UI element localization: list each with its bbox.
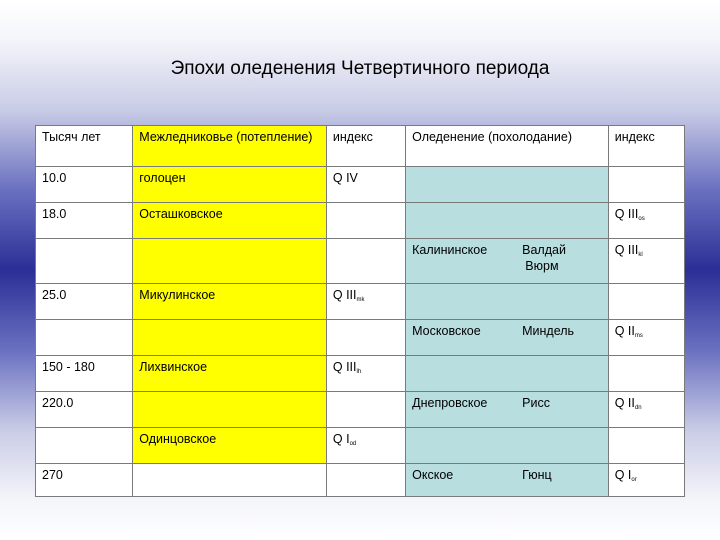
table-row bbox=[36, 203, 685, 239]
years-cell: 10.0 bbox=[36, 167, 133, 203]
index-cell bbox=[608, 167, 684, 203]
interglacial-cell bbox=[133, 239, 327, 284]
index-cell: Q $III_{lh}$ bbox=[326, 356, 405, 392]
index-cell bbox=[608, 428, 684, 464]
glaciation-alt-name: Валдай bbox=[522, 243, 566, 257]
index-cell: Q $I_{or}$ bbox=[608, 464, 684, 497]
header-years: Тысяч лет bbox=[36, 126, 133, 167]
glaciation-cell bbox=[406, 392, 609, 428]
glaciation-cell bbox=[406, 356, 609, 392]
glaciation-name: Московское bbox=[412, 324, 481, 338]
years-cell bbox=[36, 239, 133, 284]
years-cell bbox=[36, 320, 133, 356]
table-row bbox=[36, 284, 685, 320]
table-header-row bbox=[36, 126, 685, 167]
glaciation-cell bbox=[406, 203, 609, 239]
interglacial-cell: голоцен bbox=[133, 167, 327, 203]
years-cell: 150 - 180 bbox=[36, 356, 133, 392]
glaciation-name: Окское bbox=[412, 468, 454, 482]
interglacial-cell bbox=[133, 320, 327, 356]
table-row bbox=[36, 428, 685, 464]
index-cell bbox=[608, 356, 684, 392]
header-interglacial: Межледниковье (потепление) bbox=[133, 126, 327, 167]
glaciation-alt-name-2: Вюрм bbox=[525, 259, 559, 273]
index-cell bbox=[608, 284, 684, 320]
index-cell: Q $II_{dn}$ bbox=[608, 392, 684, 428]
interglacial-cell: Одинцовское bbox=[133, 428, 327, 464]
table-row bbox=[36, 392, 685, 428]
interglacial-cell: Осташковское bbox=[133, 203, 327, 239]
interglacial-cell: Микулинское bbox=[133, 284, 327, 320]
header-index: индекс bbox=[608, 126, 684, 167]
index-cell: Q IV bbox=[326, 167, 405, 203]
interglacial-cell bbox=[133, 392, 327, 428]
glaciation-name: Калининское bbox=[412, 243, 488, 257]
interglacial-cell: Лихвинское bbox=[133, 356, 327, 392]
index-cell: Q $III_{kl}$ bbox=[608, 239, 684, 284]
glaciation-cell bbox=[406, 464, 609, 497]
glaciation-cell bbox=[406, 428, 609, 464]
interglacial-cell bbox=[133, 464, 327, 497]
glaciation-name: Днепровское bbox=[412, 396, 488, 410]
glaciation-cell bbox=[406, 167, 609, 203]
header-index: индекс bbox=[326, 126, 405, 167]
header-glaciation: Оледенение (похолодание) bbox=[406, 126, 609, 167]
index-cell: Q $I_{od}$ bbox=[326, 428, 405, 464]
years-cell: 220.0 bbox=[36, 392, 133, 428]
years-cell: 270 bbox=[36, 464, 133, 497]
years-cell: 25.0 bbox=[36, 284, 133, 320]
years-cell bbox=[36, 428, 133, 464]
index-cell bbox=[326, 320, 405, 356]
table-row bbox=[36, 464, 685, 497]
index-cell bbox=[326, 203, 405, 239]
table-row bbox=[36, 239, 685, 284]
index-cell bbox=[326, 392, 405, 428]
index-cell: Q $III_{os}$ bbox=[608, 203, 684, 239]
table-row bbox=[36, 356, 685, 392]
glaciation-cell bbox=[406, 239, 609, 284]
glaciation-cell bbox=[406, 284, 609, 320]
glaciation-alt-name: Гюнц bbox=[522, 468, 552, 482]
table-row bbox=[36, 320, 685, 356]
glaciation-alt-name: Рисс bbox=[522, 396, 550, 410]
glaciation-alt-name: Миндель bbox=[522, 324, 575, 338]
table-row bbox=[36, 167, 685, 203]
index-cell bbox=[326, 239, 405, 284]
glaciation-cell bbox=[406, 320, 609, 356]
index-cell: Q $II_{ms}$ bbox=[608, 320, 684, 356]
index-cell bbox=[326, 464, 405, 497]
glaciation-epochs-table bbox=[35, 125, 685, 497]
years-cell: 18.0 bbox=[36, 203, 133, 239]
page-title: Эпохи оледенения Четвертичного периода bbox=[170, 58, 550, 79]
index-cell: Q $III_{mk}$ bbox=[326, 284, 405, 320]
